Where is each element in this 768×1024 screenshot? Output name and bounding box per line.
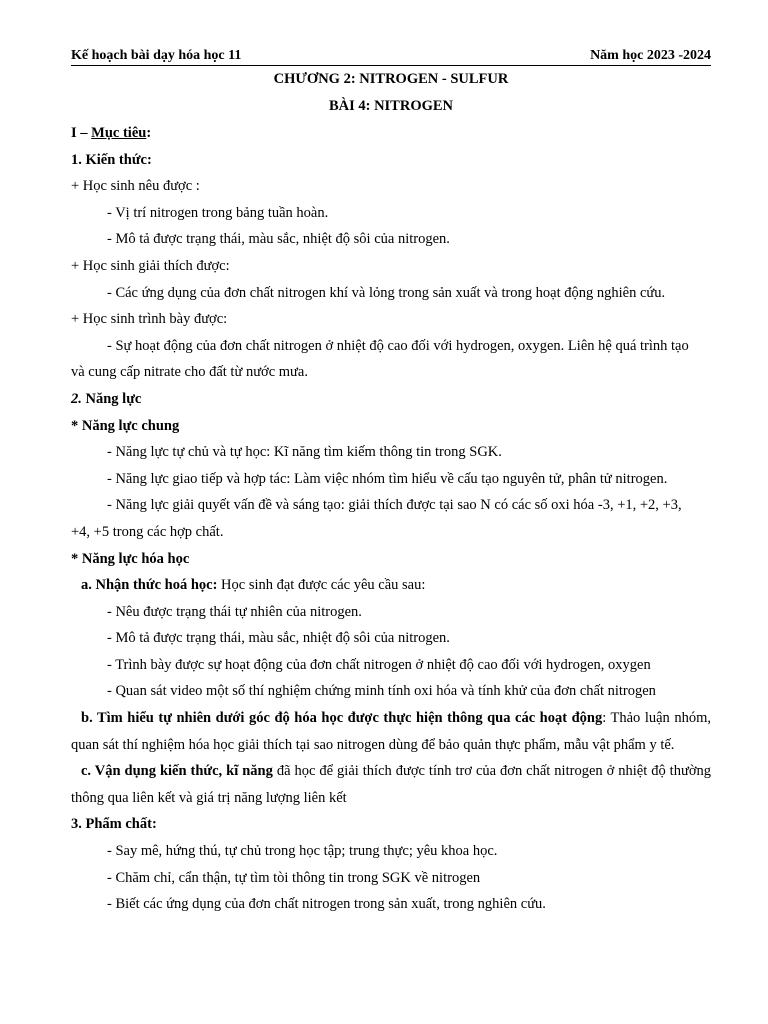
chem-competence-heading: * Năng lực hóa học (71, 550, 190, 567)
knowledge-heading: 1. Kiến thức: (71, 151, 152, 168)
list-item: - Nêu được trạng thái tự nhiên của nitrogen. (107, 603, 362, 620)
chapter-title: CHƯƠNG 2: NITROGEN - SULFUR (273, 71, 509, 87)
list-item-continuation: +4, +5 trong các hợp chất. (71, 523, 224, 540)
section-heading (71, 120, 711, 147)
header-right: Năm học 2023 -2024 (590, 48, 711, 63)
knowledge-c-label: + Học sinh trình bày được: (71, 311, 228, 328)
header-left: Kế hoạch bài dạy hóa học 11 (71, 48, 242, 63)
chem-a-text: Học sinh đạt được các yêu cầu sau: (217, 577, 426, 594)
knowledge-a-label: + Học sinh nêu được : (71, 178, 200, 195)
chem-c-paragraph (71, 758, 711, 811)
chem-b-label: b. Tìm hiểu tự nhiên dưới góc độ hóa học được thực hiện thông qua các hoạt động (81, 710, 603, 727)
list-item: - Mô tả được trạng thái, màu sắc, nhiệt độ sôi của nitrogen. (107, 630, 450, 647)
lesson-title: BÀI 4: NITROGEN (328, 98, 454, 114)
competence-num: 2. (71, 390, 82, 407)
page-header (71, 47, 711, 66)
list-item-continuation: và cung cấp nitrate cho đất từ nước mưa. (71, 364, 308, 381)
chem-b-paragraph (71, 705, 711, 758)
section-prefix: I – (71, 125, 92, 141)
list-item: - Quan sát video một số thí nghiệm chứng minh tính oxi hóa và tính khử của đơn chất nitrogen (107, 683, 656, 700)
competence-title: Năng lực (81, 390, 142, 407)
chem-c-label: c. Vận dụng kiến thức, kĩ năng (81, 763, 273, 780)
chem-c-text: đã học để giải thích được tính trơ của đơn chất nitrogen ở nhiệt độ thường thông qua liên kết và giá trị năng lượng liên kết (71, 763, 711, 806)
list-item: - Chăm chỉ, cẩn thận, tự tìm tòi thông tin trong SGK về nitrogen (107, 869, 481, 886)
list-item: - Năng lực giao tiếp và hợp tác: Làm việc nhóm tìm hiểu về cấu tạo nguyên tử, phân tử nitrogen. (107, 470, 668, 487)
qualities-heading: 3. Phẩm chất: (71, 816, 157, 833)
chem-b-text: : Thảo luận nhóm, quan sát thí nghiệm hóa học giải thích tại sao nitrogen dùng để bảo quản thực phẩm, mẫu vật phẩm y tế. (71, 710, 711, 753)
list-item: - Trình bày được sự hoạt động của đơn chất nitrogen ở nhiệt độ cao đối với hydrogen, oxygen (107, 656, 651, 673)
competence-heading (71, 386, 711, 413)
list-item: - Biết các ứng dụng của đơn chất nitrogen trong sản xuất, trong nghiên cứu. (107, 896, 546, 913)
list-item: - Vị trí nitrogen trong bảng tuần hoàn. (107, 204, 329, 221)
list-item: - Năng lực giải quyết vấn đề và sáng tạo: giải thích được tại sao N có các số oxi hóa -3, +1, +2, +3, (107, 497, 682, 514)
list-item: - Mô tả được trạng thái, màu sắc, nhiệt độ sôi của nitrogen. (107, 231, 450, 248)
list-item: - Năng lực tự chủ và tự học: Kĩ năng tìm kiếm thông tin trong SGK. (107, 444, 502, 461)
list-item: - Sự hoạt động của đơn chất nitrogen ở nhiệt độ cao đối với hydrogen, oxygen. Liên hệ quá trình tạo (107, 337, 689, 354)
list-item: - Các ứng dụng của đơn chất nitrogen khí và lỏng trong sản xuất và trong hoạt động nghiên cứu. (107, 284, 666, 301)
section-title: Mục tiêu (91, 125, 147, 141)
section-suffix: : (146, 125, 152, 141)
chem-a-line (71, 572, 711, 599)
general-competence-heading: * Năng lực chung (71, 417, 180, 434)
chem-a-label: a. Nhận thức hoá học: (81, 577, 218, 594)
list-item: - Say mê, hứng thú, tự chủ trong học tập; trung thực; yêu khoa học. (107, 843, 498, 860)
knowledge-b-label: + Học sinh giải thích được: (71, 257, 230, 274)
document-page (71, 45, 711, 918)
